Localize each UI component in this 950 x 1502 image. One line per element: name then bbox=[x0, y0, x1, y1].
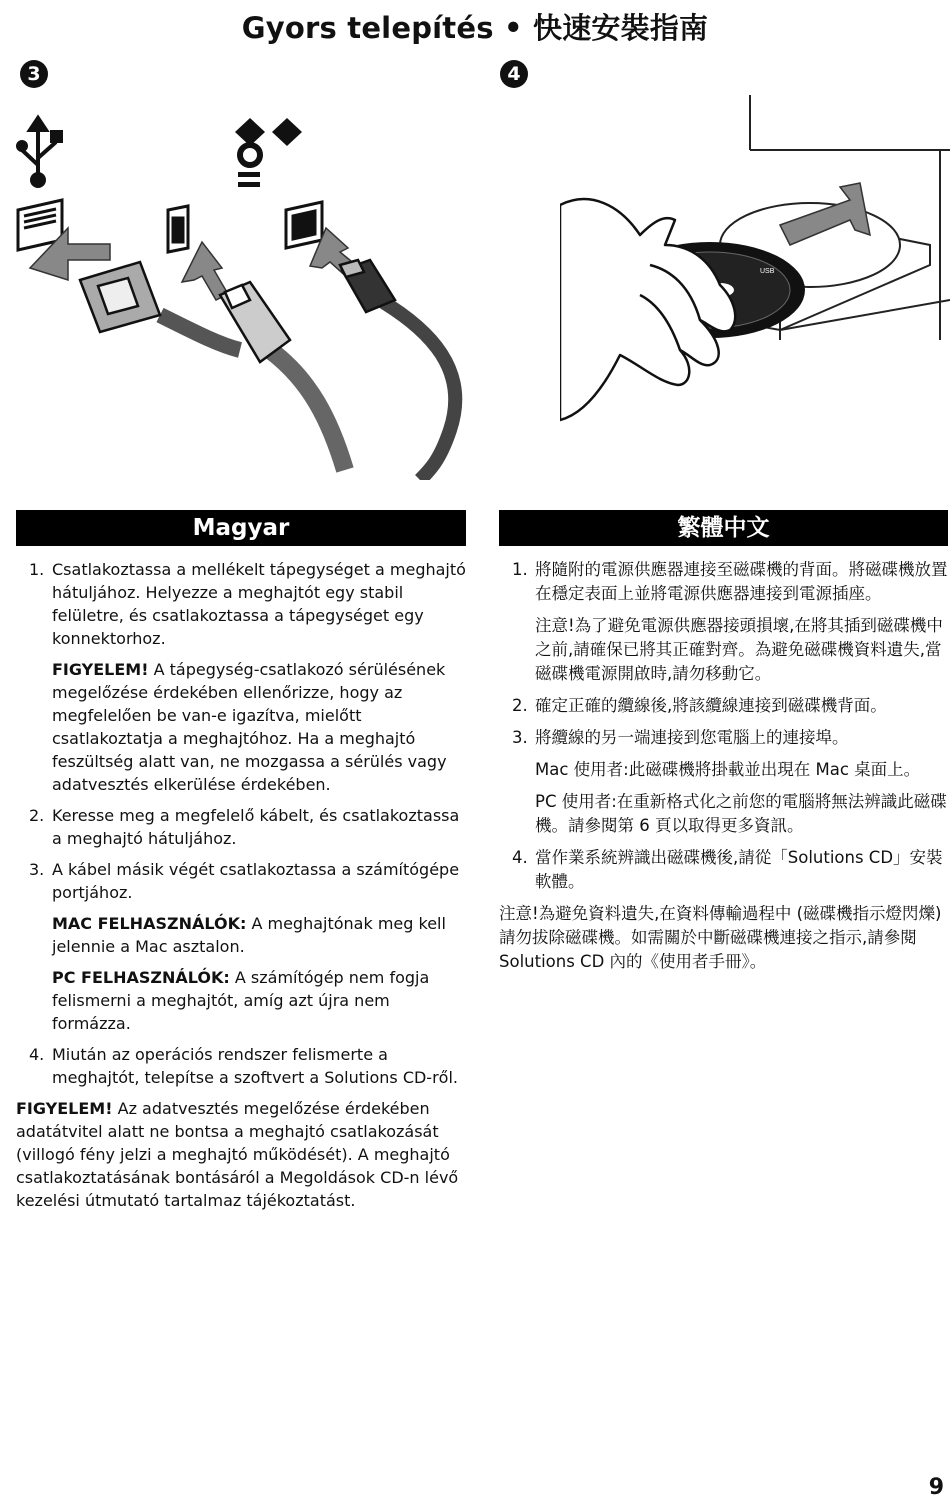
firewire800-cable bbox=[340, 260, 455, 480]
mac-users-text: A meghajtónak meg kell jelennie a Mac asztalon. bbox=[52, 914, 446, 956]
pc-users-note: PC 使用者:在重新格式化之前您的電腦將無法辨識此磁碟機。請參閱第 6 頁以取得更多資訊。 bbox=[535, 792, 947, 835]
firewire400-cable bbox=[220, 282, 345, 470]
item-text: 將纜線的另一端連接到您電腦上的連接埠。 bbox=[535, 728, 849, 747]
step-number-4: 4 bbox=[500, 60, 528, 88]
mac-users-label: MAC FELHASZNÁLÓK: bbox=[52, 914, 247, 933]
hungarian-column bbox=[16, 558, 468, 1212]
item-number: 2. bbox=[29, 806, 45, 825]
list-item bbox=[499, 726, 948, 838]
list-item bbox=[16, 804, 468, 850]
firewire-icon bbox=[235, 118, 302, 187]
item-number: 1. bbox=[29, 560, 45, 579]
firewire400-port-icon bbox=[168, 206, 188, 252]
list-item bbox=[499, 846, 948, 894]
page-title: Gyors telepítés • 快速安裝指南 bbox=[241, 11, 709, 45]
list-item bbox=[16, 558, 468, 796]
cable-connection-illustration bbox=[10, 110, 480, 480]
pc-users-text: A számítógép nem fogja felismerni a meghajtót, amíg azt újra nem formázza. bbox=[52, 968, 430, 1033]
footer-warning-label: FIGYELEM! bbox=[16, 1099, 113, 1118]
cd-insertion-illustration bbox=[560, 95, 950, 425]
hungarian-heading: Magyar bbox=[16, 510, 466, 546]
warning-label: FIGYELEM! bbox=[52, 660, 149, 679]
footer-warning-text: Az adatvesztés megelőzése érdekében adatátvitel alatt ne bontsa a meghajtó csatlakozását (villogó fény jelzi a meghajtó működését). A meghajtó csatlakoztatásának bontásáról a Megoldások CD-n lévő kezelési útmutató tartalmaz tájékoztatást. bbox=[16, 1099, 459, 1210]
warning-text: A tápegység-csatlakozó sérülésének megelőzése érdekében ellenőrizze, hogy az megfelelően be van-e igazítva, mielőtt csatlakoztatja a meghajtóhoz. Ha a meghajtó feszültség alatt van, ne mozgassa a sérülés vagy adatvesztés elkerülése érdekében. bbox=[52, 660, 447, 794]
list-item bbox=[499, 558, 948, 686]
item-text: Keresse meg a megfelelő kábelt, és csatlakoztassa a meghajtó hátuljához. bbox=[52, 806, 460, 848]
pc-users-label: PC FELHASZNÁLÓK: bbox=[52, 968, 230, 987]
mac-users-note bbox=[52, 912, 468, 958]
item-number: 3. bbox=[512, 728, 528, 747]
hand bbox=[560, 199, 735, 420]
item-number: 3. bbox=[29, 860, 45, 879]
chinese-column bbox=[499, 558, 948, 974]
item-text: 確定正確的纜線後,將該纜線連接到磁碟機背面。 bbox=[535, 696, 887, 715]
chinese-heading: 繁體中文 bbox=[499, 510, 948, 546]
warning-note bbox=[52, 658, 468, 796]
item-number: 1. bbox=[512, 560, 528, 579]
pc-users-note bbox=[52, 966, 468, 1035]
warning-note: 注意!為了避免電源供應器接頭損壞,在將其插到磁碟機中之前,請確保已將其正確對齊。為避免磁碟機資料遺失,當磁碟機電源開啟時,請勿移動它。 bbox=[535, 616, 943, 683]
list-item bbox=[16, 1043, 468, 1089]
cd-label-usb: USB bbox=[760, 268, 775, 275]
firewire800-port-icon bbox=[286, 202, 322, 248]
footer-warning: 注意!為避免資料遺失,在資料傳輸過程中 (磁碟機指示燈閃爍) 請勿拔除磁碟機。如需關於中斷磁碟機連接之指示,請參閱 Solutions CD 內的《使用者手冊》。 bbox=[499, 904, 942, 971]
item-text: A kábel másik végét csatlakoztassa a számítógépe portjához. bbox=[52, 860, 460, 902]
item-text: Miután az operációs rendszer felismerte a meghajtót, telepítse a szoftvert a Solutions CD-ről. bbox=[52, 1045, 458, 1087]
item-number: 2. bbox=[512, 696, 528, 715]
item-text: Csatlakoztassa a mellékelt tápegységet a meghajtó hátuljához. Helyezze a meghajtót egy stabil felületre, és csatlakoztassa a tápegységet egy konnektorhoz. bbox=[52, 560, 466, 648]
item-number: 4. bbox=[512, 848, 528, 867]
page-number: 9 bbox=[928, 1475, 944, 1500]
footer-warning bbox=[16, 1097, 468, 1212]
item-number: 4. bbox=[29, 1045, 45, 1064]
list-item bbox=[499, 694, 948, 718]
usb-icon bbox=[18, 118, 61, 186]
item-text: 當作業系統辨識出磁碟機後,請從「Solutions CD」安裝軟體。 bbox=[535, 848, 943, 891]
mac-users-note: Mac 使用者:此磁碟機將掛載並出現在 Mac 桌面上。 bbox=[535, 760, 921, 779]
step-number-3: 3 bbox=[20, 60, 48, 88]
item-text: 將隨附的電源供應器連接至磁碟機的背面。將磁碟機放置在穩定表面上並將電源供應器連接到電源插座。 bbox=[535, 560, 948, 603]
list-item bbox=[16, 858, 468, 1035]
